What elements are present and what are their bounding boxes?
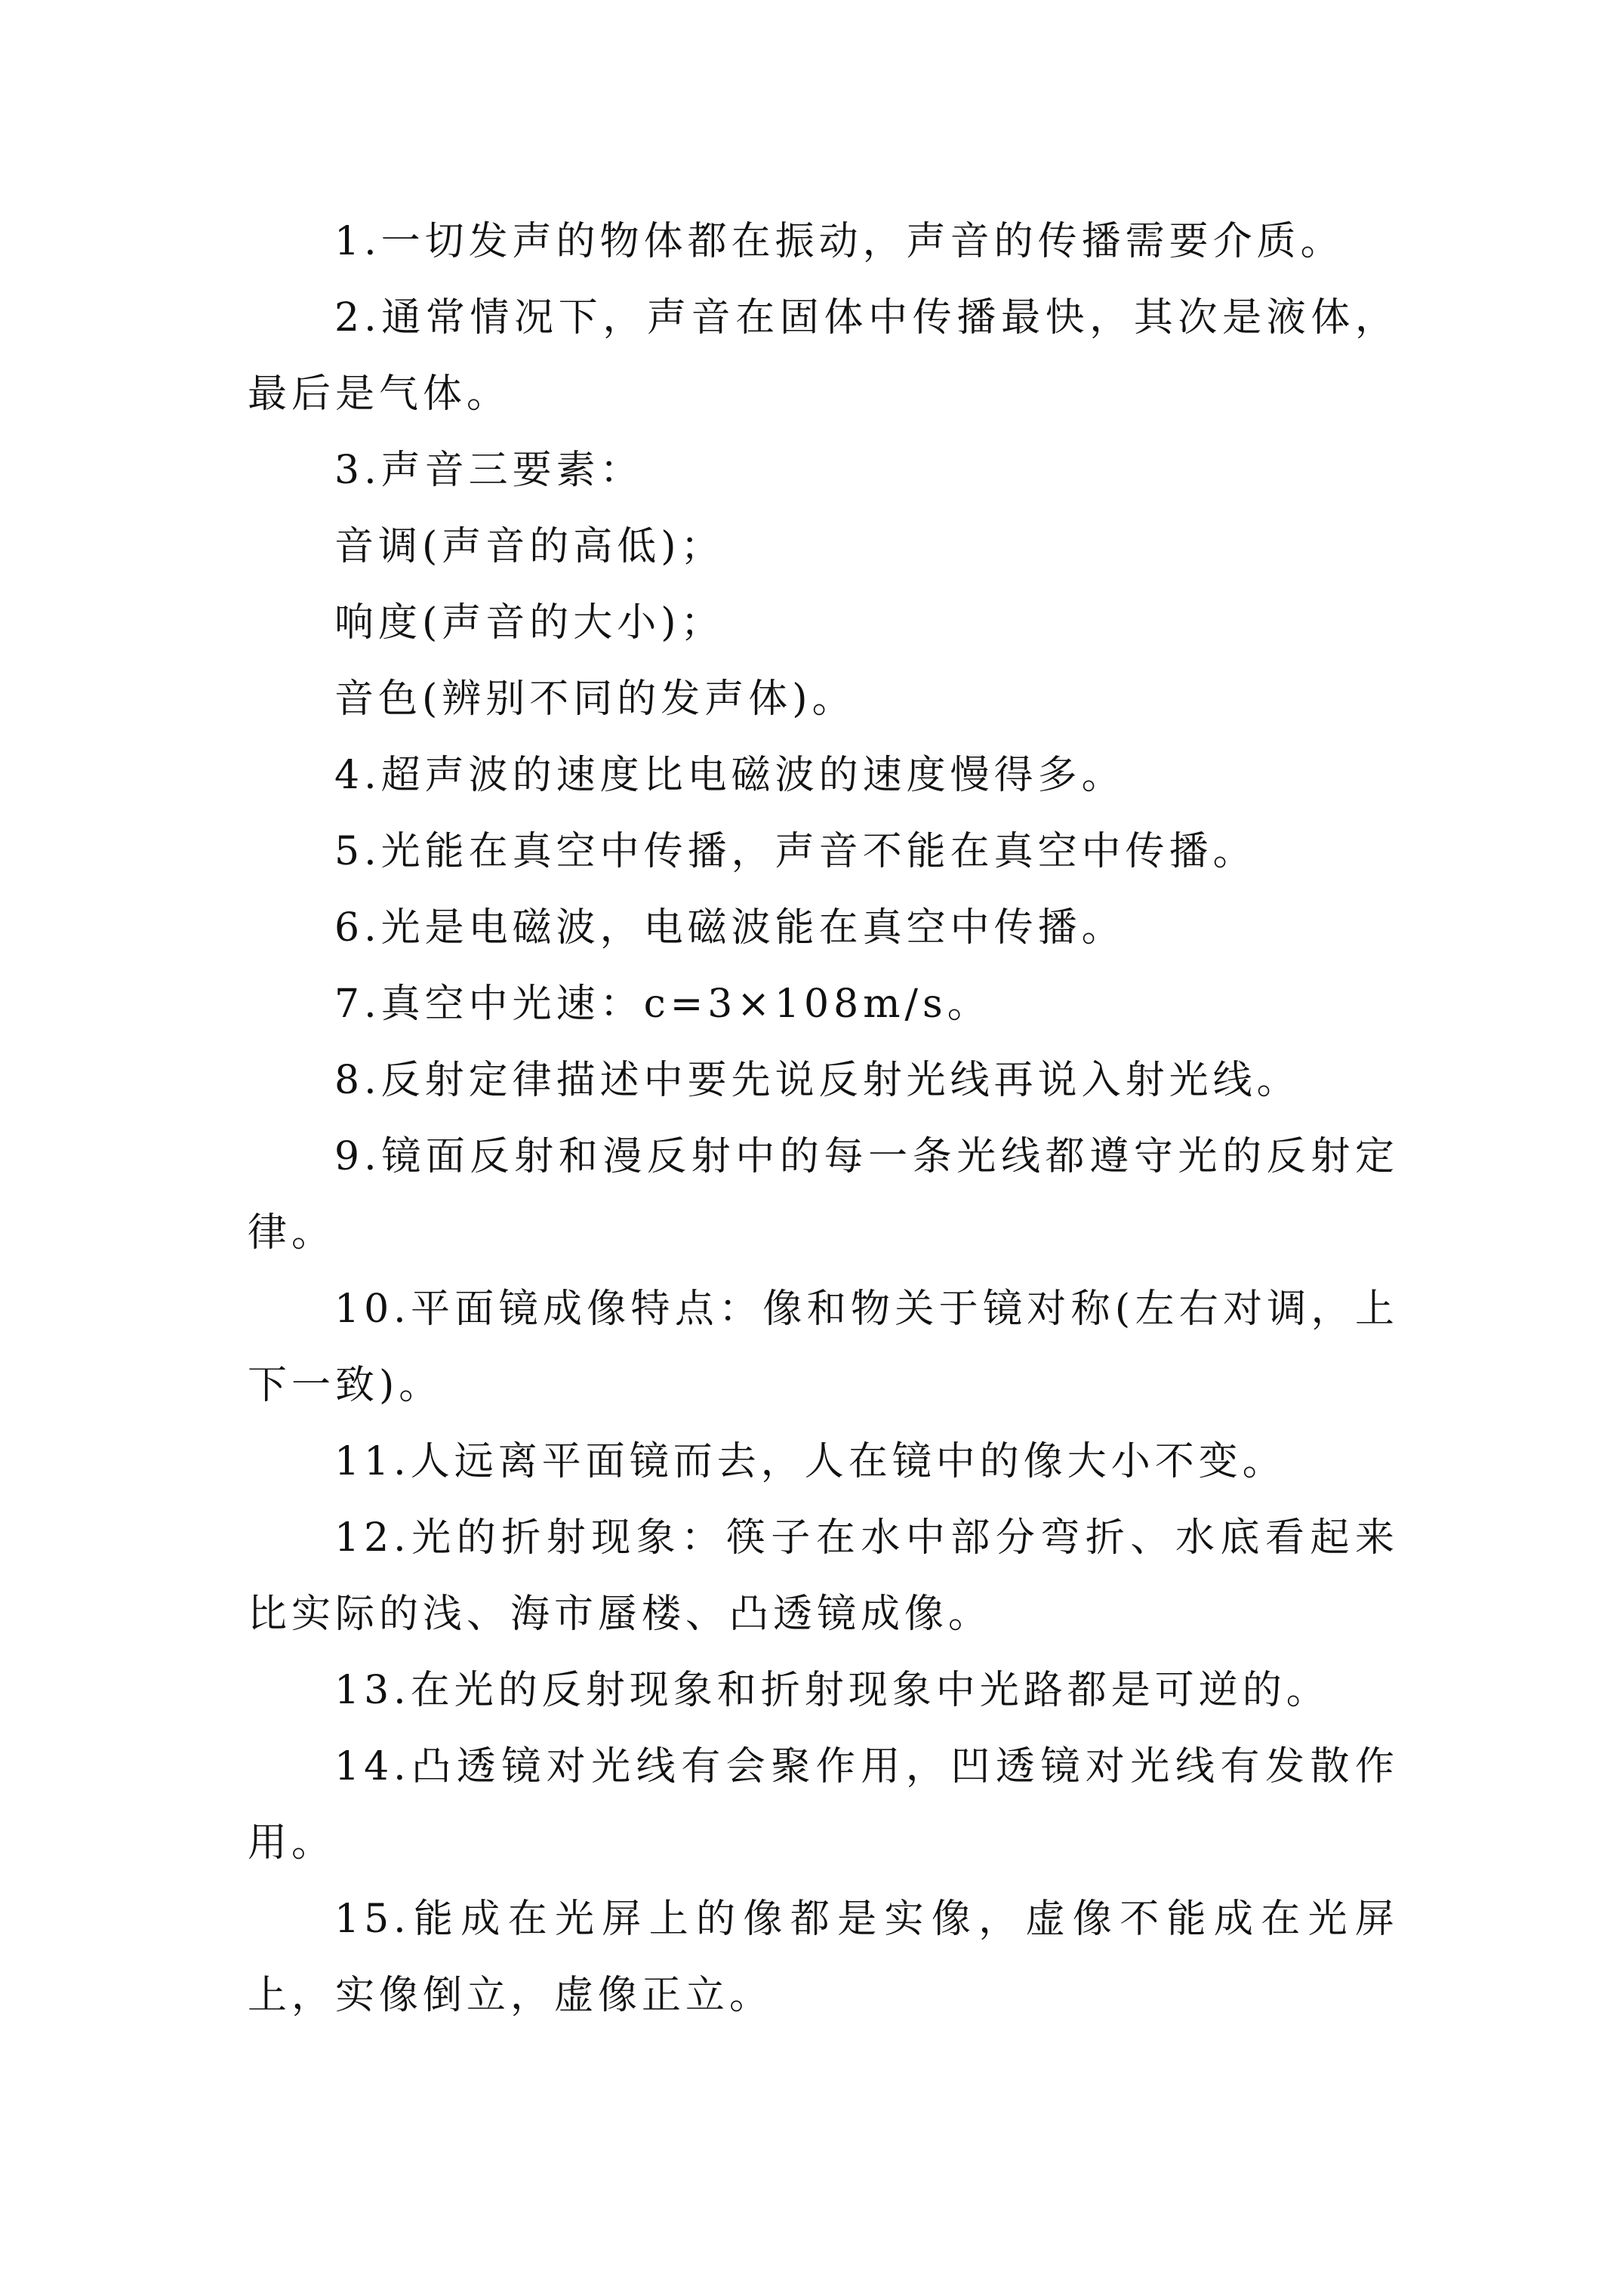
document-body [248,204,1399,2034]
paragraph-3-loudness: 响度(声音的大小)； [334,600,725,646]
paragraph-4: 4.超声波的速度比电磁波的速度慢得多。 [334,753,1126,798]
paragraph-8: 8.反射定律描述中要先说反射光线再说入射光线。 [334,1058,1301,1103]
paragraph-3-pitch: 音调(声音的高低)； [334,524,725,569]
paragraph-6: 6.光是电磁波，电磁波能在真空中传播。 [334,905,1126,951]
paragraph-15: 15.能成在光屏上的像都是实像，虚像不能成在光屏上，实像倒立，虚像正立。 [248,1897,1399,2018]
paragraph-7: 7.真空中光速：c=3×108m/s。 [334,982,991,1027]
paragraph-1: 1.一切发声的物体都在振动，声音的传播需要介质。 [334,219,1344,264]
paragraph-5: 5.光能在真空中传播，声音不能在真空中传播。 [334,829,1257,874]
paragraph-13: 13.在光的反射现象和折射现象中光路都是可逆的。 [334,1668,1330,1713]
paragraph-2: 2.通常情况下，声音在固体中传播最快，其次是液体，最后是气体。 [248,295,1399,417]
paragraph-3-timbre: 音色(辨别不同的发声体)。 [334,676,856,722]
paragraph-9: 9.镜面反射和漫反射中的每一条光线都遵守光的反射定律。 [248,1134,1399,1256]
paragraph-11: 11.人远离平面镜而去，人在镜中的像大小不变。 [334,1439,1286,1484]
paragraph-10: 10.平面镜成像特点：像和物关于镜对称(左右对调，上下一致)。 [248,1287,1399,1408]
paragraph-14: 14.凸透镜对光线有会聚作用，凹透镜对光线有发散作用。 [248,1744,1399,1866]
paragraph-3: 3.声音三要素： [334,448,644,493]
paragraph-12: 12.光的折射现象：筷子在水中部分弯折、水底看起来比实际的浅、海市蜃楼、凸透镜成像。 [248,1515,1399,1637]
